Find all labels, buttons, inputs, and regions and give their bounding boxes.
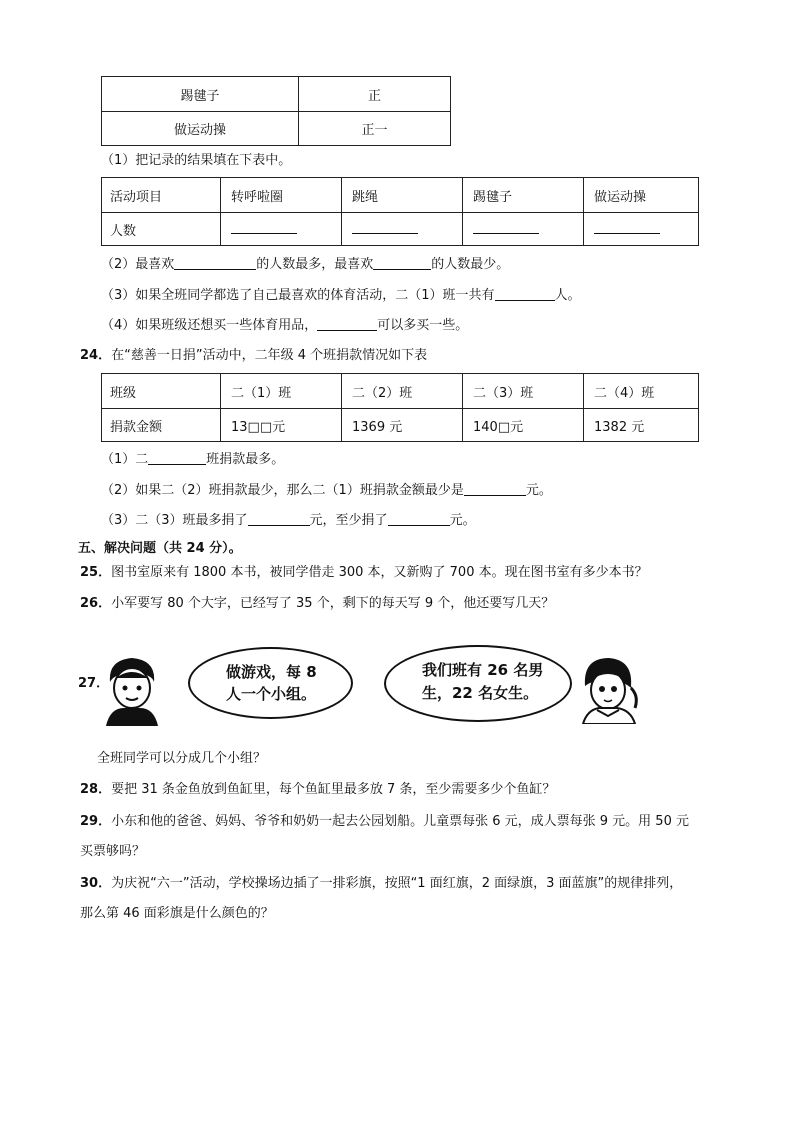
boy-illustration	[102, 652, 162, 726]
header-cell: 二（3）班	[463, 374, 584, 409]
q24-part1	[101, 451, 284, 469]
text: 的人数最多，最喜欢	[256, 257, 374, 272]
amount-cell: 1369 元	[342, 409, 463, 442]
tally-activity: 做运动操	[102, 112, 299, 146]
text: 元，至少捐了	[309, 513, 388, 528]
answer-blank[interactable]	[148, 451, 206, 465]
q23-part2	[101, 256, 509, 274]
question-30-cont: 那么第 46 面彩旗是什么颜色的？	[80, 906, 274, 921]
speech-text: 生，22 名女生。	[422, 684, 539, 702]
question-number: 26．	[80, 596, 112, 611]
q24-part3	[101, 512, 476, 530]
header-cell: 二（1）班	[221, 374, 342, 409]
answer-blank[interactable]	[495, 287, 555, 301]
text: （3）如果全班同学都选了自己最喜欢的体育活动，二（1）班一共有	[101, 288, 495, 303]
answer-blank[interactable]	[342, 213, 463, 246]
row-label: 捐款金额	[102, 409, 221, 442]
tally-activity: 踢毽子	[102, 77, 299, 112]
question-26	[80, 595, 554, 613]
table-row	[102, 409, 699, 442]
activity-count-table	[101, 177, 699, 246]
answer-blank[interactable]	[248, 512, 310, 526]
table-row	[102, 178, 699, 213]
header-cell: 二（2）班	[342, 374, 463, 409]
text: 可以多买一些。	[377, 318, 469, 333]
header-cell: 踢毽子	[463, 178, 584, 213]
header-cell: 跳绳	[342, 178, 463, 213]
text: （4）如果班级还想买一些体育用品，	[101, 318, 318, 333]
answer-blank[interactable]	[584, 213, 699, 246]
question-text: 小军要写 80 个大字，已经写了 35 个，剩下的每天写 9 个，他还要写几天？	[111, 596, 555, 611]
question-28	[80, 781, 555, 799]
q24-part2	[101, 482, 552, 500]
header-cell: 二（4）班	[584, 374, 699, 409]
tally-table	[101, 76, 451, 146]
answer-blank[interactable]	[317, 317, 377, 331]
text: 班捐款最多。	[206, 452, 285, 467]
q23-part3	[101, 287, 581, 305]
question-25	[80, 564, 648, 582]
question-number: 28．	[80, 782, 112, 797]
question-30	[80, 875, 682, 893]
question-29-cont: 买票够吗？	[80, 844, 146, 859]
header-cell: 转呼啦圈	[221, 178, 342, 213]
tally-mark: 正	[299, 77, 451, 112]
question-number: 24．	[80, 348, 112, 363]
answer-blank[interactable]	[464, 482, 526, 496]
text: 元。	[449, 513, 476, 528]
text: 的人数最少。	[431, 257, 510, 272]
answer-blank[interactable]	[174, 256, 256, 270]
speech-text: 人一个小组。	[226, 685, 317, 703]
girl-illustration	[575, 652, 641, 724]
row-label: 人数	[102, 213, 221, 246]
girl-speech-bubble	[384, 645, 572, 722]
text: （2）最喜欢	[101, 257, 175, 272]
q27-question: 全班同学可以分成几个小组？	[97, 751, 267, 766]
question-text: 在“慈善一日捐”活动中，二年级 4 个班捐款情况如下表	[111, 348, 428, 363]
q23-part1: （1）把记录的结果填在下表中。	[101, 153, 292, 168]
question-number: 30．	[80, 876, 112, 891]
answer-blank[interactable]	[388, 512, 450, 526]
text: （3）二（3）班最多捐了	[101, 513, 248, 528]
text: 元。	[525, 483, 552, 498]
table-row	[102, 112, 451, 146]
header-cell: 活动项目	[102, 178, 221, 213]
boy-speech-bubble	[188, 647, 353, 719]
section-title: 五、解决问题（共 24 分）。	[78, 541, 242, 556]
text: （2）如果二（2）班捐款最少，那么二（1）班捐款金额最少是	[101, 483, 464, 498]
header-cell: 做运动操	[584, 178, 699, 213]
question-number: 27．	[78, 676, 110, 691]
donation-table	[101, 373, 699, 442]
answer-blank[interactable]	[221, 213, 342, 246]
question-text: 小东和他的爸爸、妈妈、爷爷和奶奶一起去公园划船。儿童票每张 6 元，成人票每张 9 元。用 50 元	[111, 814, 689, 829]
tally-mark: 正一	[299, 112, 451, 146]
table-row	[102, 374, 699, 409]
table-row	[102, 77, 451, 112]
question-text: 图书室原来有 1800 本书，被同学借走 300 本，又新购了 700 本。现在图书室有多少本书？	[111, 565, 648, 580]
question-24	[80, 347, 427, 365]
text: （1）二	[101, 452, 149, 467]
question-number: 25．	[80, 565, 112, 580]
header-cell: 班级	[102, 374, 221, 409]
speech-text: 我们班有 26 名男	[422, 661, 544, 679]
question-text: 要把 31 条金鱼放到鱼缸里，每个鱼缸里最多放 7 条，至少需要多少个鱼缸？	[111, 782, 556, 797]
amount-cell: 140□元	[463, 409, 584, 442]
amount-cell: 1382 元	[584, 409, 699, 442]
question-29	[80, 813, 689, 831]
table-row	[102, 213, 699, 246]
amount-cell: 13□□元	[221, 409, 342, 442]
answer-blank[interactable]	[463, 213, 584, 246]
speech-text: 做游戏，每 8	[226, 663, 317, 681]
question-text: 为庆祝“六一”活动，学校操场边插了一排彩旗，按照“1 面红旗，2 面绿旗，3 面蓝旗”的规律排列，	[111, 876, 683, 891]
q23-part4	[101, 317, 468, 335]
question-number: 29．	[80, 814, 112, 829]
text: 人。	[554, 288, 581, 303]
answer-blank[interactable]	[373, 256, 431, 270]
